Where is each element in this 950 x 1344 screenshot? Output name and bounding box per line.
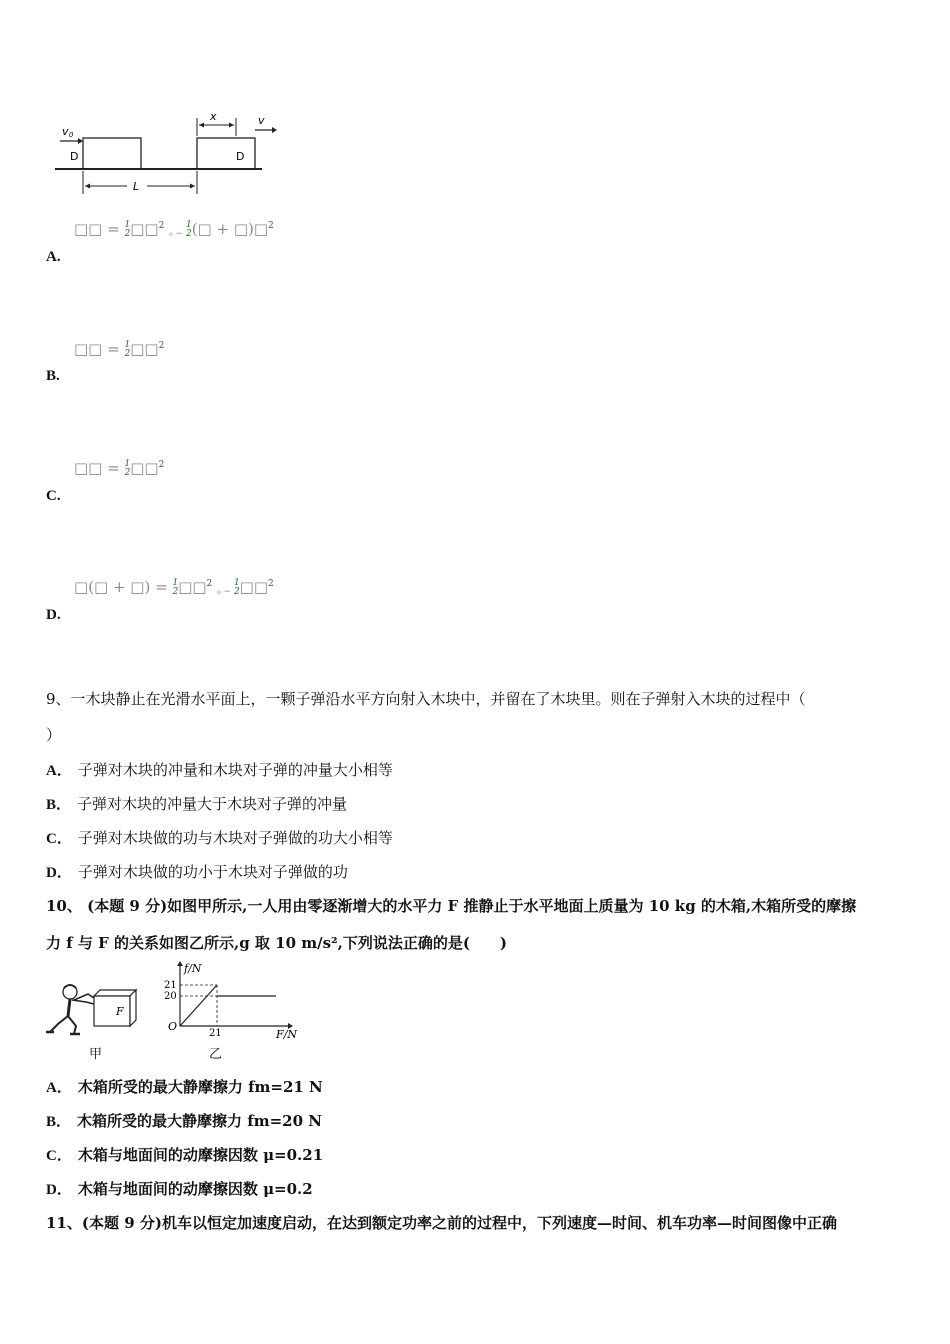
y-tick-21: 21 <box>164 980 177 991</box>
option-c-label: C. <box>46 488 61 504</box>
y-tick-20: 20 <box>164 991 177 1002</box>
v-label: v <box>258 114 265 127</box>
static-friction-line <box>180 985 217 1026</box>
q9-stem-line1: 9、一木块静止在光滑水平面上，一颗子弹沿水平方向射入木块中，并留在了木块里。则在子弹射入木块的过程中（ <box>46 690 806 708</box>
L-label: L <box>133 180 140 193</box>
q10-option-a: A． 木箱所受的最大静摩擦力 fm=21 N <box>46 1078 323 1096</box>
option-a-formula: □□ = 1 2 □□$^2$ $_{_0 -}$ 1 2 (□ + □)□$^2$ <box>74 220 274 239</box>
y-axis-label: f/N <box>184 962 202 975</box>
option-b-formula: □□ = 1 2 □□$^2$ <box>74 340 165 359</box>
x-tick-21: 21 <box>209 1028 222 1039</box>
q10-option-b: B． 木箱所受的最大静摩擦力 fm=20 N <box>46 1112 322 1130</box>
option-d-formula: □(□ + □) = 1 2 □□$^2$ $_{_0 -}$ 1 2 □□$^2$ <box>74 578 274 597</box>
option-c-formula: □□ = 1 2 □□$^2$ <box>74 459 165 478</box>
option-a-label: A. <box>46 249 61 265</box>
v0-label: v <box>62 125 69 138</box>
origin-label: O <box>168 1020 178 1033</box>
q10-stem-line2: 力 f 与 F 的关系如图乙所示,g 取 10 m/s²,下列说法正确的是( ) <box>46 934 508 952</box>
option-b-label: B. <box>46 368 60 384</box>
q9-option-c: C． 子弹对木块做的功与木块对子弹做的功大小相等 <box>46 829 393 847</box>
bullet-block-diagram <box>50 108 290 198</box>
x-axis-label: F/N <box>276 1028 297 1040</box>
q9-option-a: A． 子弹对木块的冲量和木块对子弹的冲量大小相等 <box>46 761 393 779</box>
x-label: x <box>210 110 217 123</box>
figure-yi-friction-graph <box>160 960 305 1040</box>
option-d-label: D. <box>46 607 61 623</box>
svg-text:F: F <box>116 1005 124 1018</box>
figure-jia-pushing-box <box>42 980 152 1040</box>
bullet-right: D <box>236 150 245 163</box>
q9-stem-line2: ） <box>46 726 62 744</box>
q9-option-b: B． 子弹对木块的冲量大于木块对子弹的冲量 <box>46 795 348 813</box>
q11-stem-line1: 11、(本题 9 分)机车以恒定加速度启动，在达到额定功率之前的过程中，下列速度—时间、机车功率—时间图像中正确 <box>46 1214 837 1232</box>
q10-option-d: D． 木箱与地面间的动摩擦因数 μ=0.2 <box>46 1180 313 1198</box>
q9-option-d: D． 子弹对木块做的功小于木块对子弹做的功 <box>46 863 348 881</box>
fig-yi-caption: 乙 <box>209 1047 223 1062</box>
svg-text:0: 0 <box>69 131 74 139</box>
bullet-left: D <box>70 150 79 163</box>
q10-option-c: C． 木箱与地面间的动摩擦因数 μ=0.21 <box>46 1146 324 1164</box>
fig-jia-caption: 甲 <box>89 1047 103 1062</box>
q10-stem-line1: 10、 (本题 9 分)如图甲所示,一人用由零逐渐增大的水平力 F 推静止于水平地面上质量为 10 kg 的木箱,木箱所受的摩擦 <box>46 897 857 915</box>
